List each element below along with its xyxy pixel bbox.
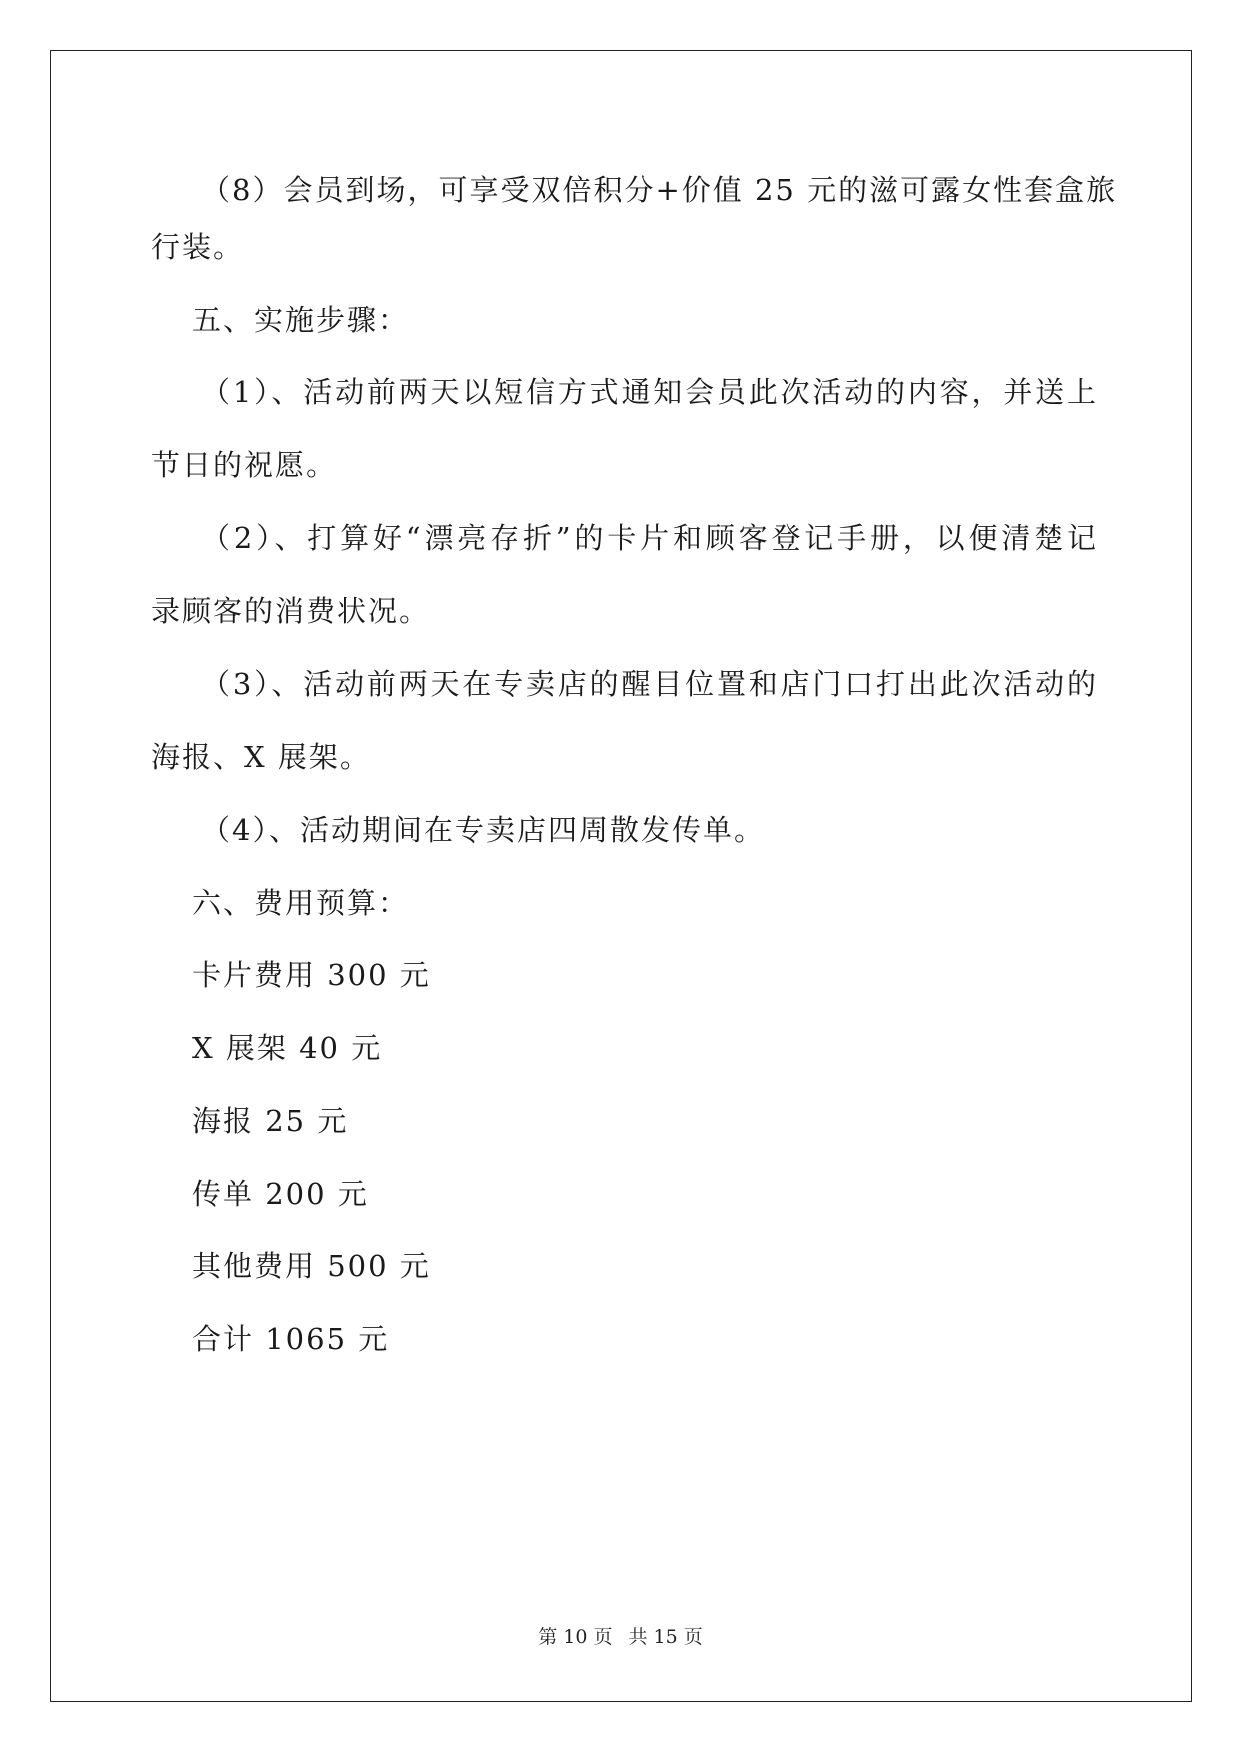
budget-item: 海报 25 元 [192, 1104, 349, 1138]
paragraph-line: 录顾客的消费状况。 [151, 594, 431, 628]
section-heading: 五、实施步骤： [192, 303, 410, 337]
page-border [50, 50, 1192, 1702]
budget-item: 卡片费用 300 元 [192, 958, 431, 992]
budget-item: 传单 200 元 [192, 1177, 369, 1211]
paragraph-line: （1）、活动前两天以短信方式通知会员此次活动的内容，并送上 [201, 375, 1098, 409]
page-total: 共 15 页 [628, 1626, 703, 1648]
paragraph-line: 海报、X 展架。 [151, 740, 371, 774]
section-heading: 六、费用预算： [192, 886, 410, 920]
paragraph-line: （8）会员到场，可享受双倍积分+价值 25 元的滋可露女性套盒旅 [201, 173, 1118, 207]
paragraph-line: 行装。 [151, 230, 245, 264]
paragraph-line: （3）、活动前两天在专卖店的醒目位置和店门口打出此次活动的 [201, 667, 1098, 701]
budget-total: 合计 1065 元 [192, 1322, 390, 1356]
paragraph-line: （4）、活动期间在专卖店四周散发传单。 [201, 813, 765, 847]
budget-item: X 展架 40 元 [192, 1031, 383, 1065]
paragraph-line: 节日的祝愿。 [151, 448, 338, 482]
page-number: 第 10 页 [538, 1626, 613, 1648]
page-footer [0, 1625, 1241, 1649]
paragraph-line: （2）、打算好“漂亮存折”的卡片和顾客登记手册，以便清楚记 [201, 521, 1098, 555]
budget-item: 其他费用 500 元 [192, 1249, 431, 1283]
